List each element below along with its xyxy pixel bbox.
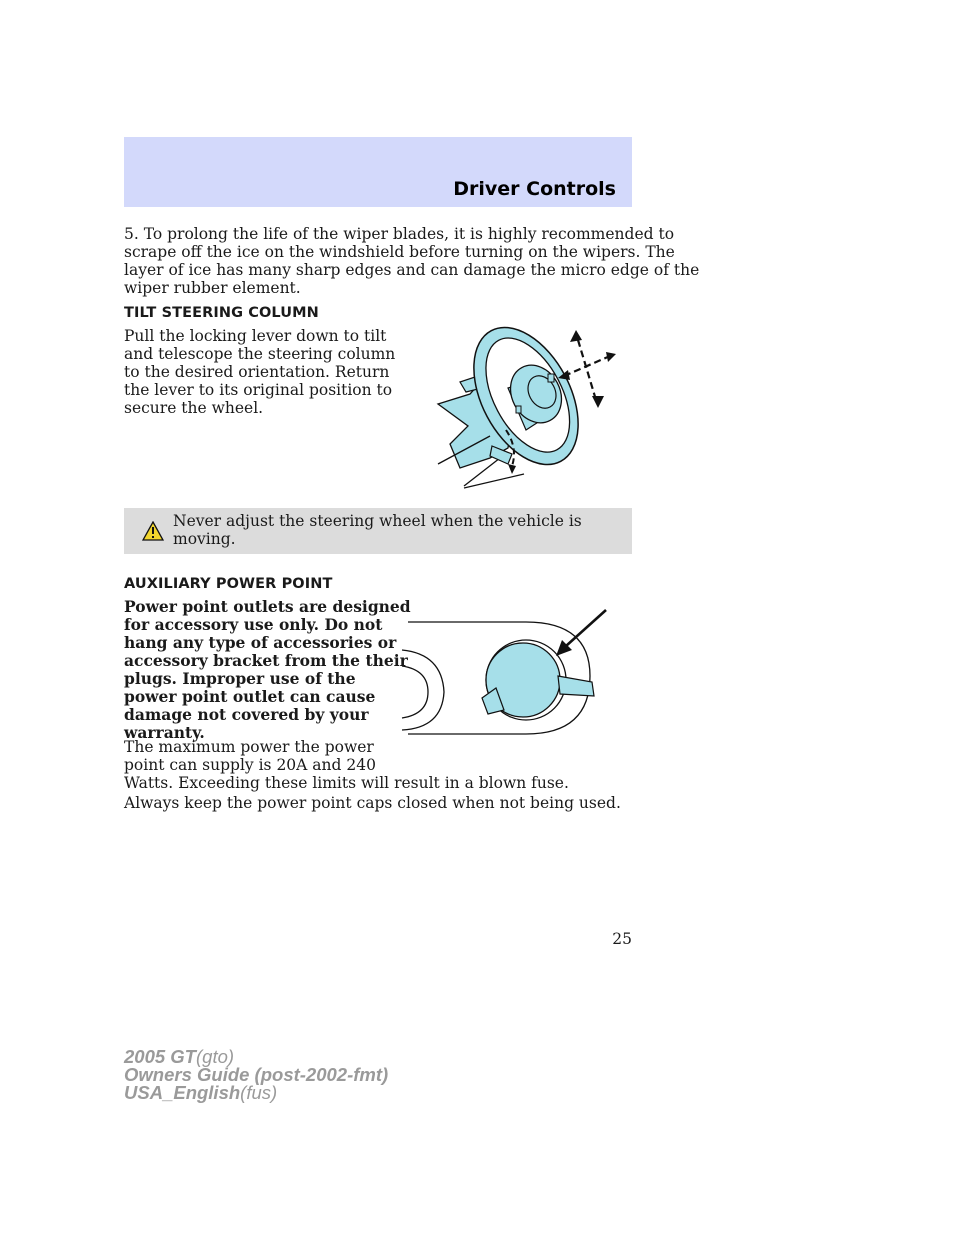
power-point-caution-paragraph bbox=[124, 598, 411, 742]
section-header-band bbox=[124, 137, 632, 207]
footer-guide: Owners Guide (post-2002-fmt) bbox=[124, 1064, 389, 1085]
footer-language-code: (fus) bbox=[240, 1082, 278, 1103]
text-line: accessory bracket from the their bbox=[124, 651, 408, 670]
text-line: plugs. Improper use of the bbox=[124, 669, 356, 688]
text-line: warranty. bbox=[124, 723, 205, 742]
footer-language: USA_English bbox=[124, 1082, 241, 1103]
warning-triangle-icon bbox=[142, 521, 164, 541]
section-title: Driver Controls bbox=[453, 178, 616, 200]
caps-paragraph: Always keep the power point caps closed when not being used. bbox=[124, 794, 621, 812]
footer-model: 2005 GT bbox=[124, 1046, 196, 1067]
page-number: 25 bbox=[612, 930, 632, 948]
text-line: secure the wheel. bbox=[124, 399, 264, 417]
text-line: Power point outlets are designed bbox=[124, 597, 411, 616]
text-line: scrape off the ice on the windshield before turning on the wipers. The bbox=[124, 243, 675, 261]
text-line: Pull the locking lever down to tilt bbox=[124, 327, 387, 345]
text-line: 5. To prolong the life of the wiper blades, it is highly recommended to bbox=[124, 225, 675, 243]
text-line: the lever to its original position to bbox=[124, 381, 393, 399]
text-line: for accessory use only. Do not bbox=[124, 615, 383, 634]
tilt-paragraph bbox=[124, 327, 395, 417]
text-line: hang any type of accessories or bbox=[124, 633, 397, 652]
text-line: wiper rubber element. bbox=[124, 279, 301, 297]
warning-box bbox=[124, 508, 632, 554]
power-limit-paragraph bbox=[124, 738, 569, 792]
footer-model-code: (gto) bbox=[196, 1046, 235, 1067]
text-line: to the desired orientation. Return bbox=[124, 363, 390, 381]
document-footer bbox=[124, 1048, 388, 1102]
warning-text: Never adjust the steering wheel when the vehicle is moving. bbox=[173, 512, 582, 548]
text-line: The maximum power the power bbox=[124, 738, 374, 756]
aux-power-heading: AUXILIARY POWER POINT bbox=[124, 576, 333, 592]
power-point-illustration bbox=[398, 606, 610, 740]
wiper-paragraph bbox=[124, 225, 699, 297]
tilt-steering-heading: TILT STEERING COLUMN bbox=[124, 305, 319, 321]
steering-wheel-illustration bbox=[430, 318, 620, 494]
text-line: Watts. Exceeding these limits will result in a blown fuse. bbox=[124, 774, 569, 792]
text-line: damage not covered by your bbox=[124, 705, 369, 724]
text-line: point can supply is 20A and 240 bbox=[124, 756, 376, 774]
text-line: and telescope the steering column bbox=[124, 345, 396, 363]
text-line: layer of ice has many sharp edges and can damage the micro edge of the bbox=[124, 261, 700, 279]
text-line: power point outlet can cause bbox=[124, 687, 376, 706]
